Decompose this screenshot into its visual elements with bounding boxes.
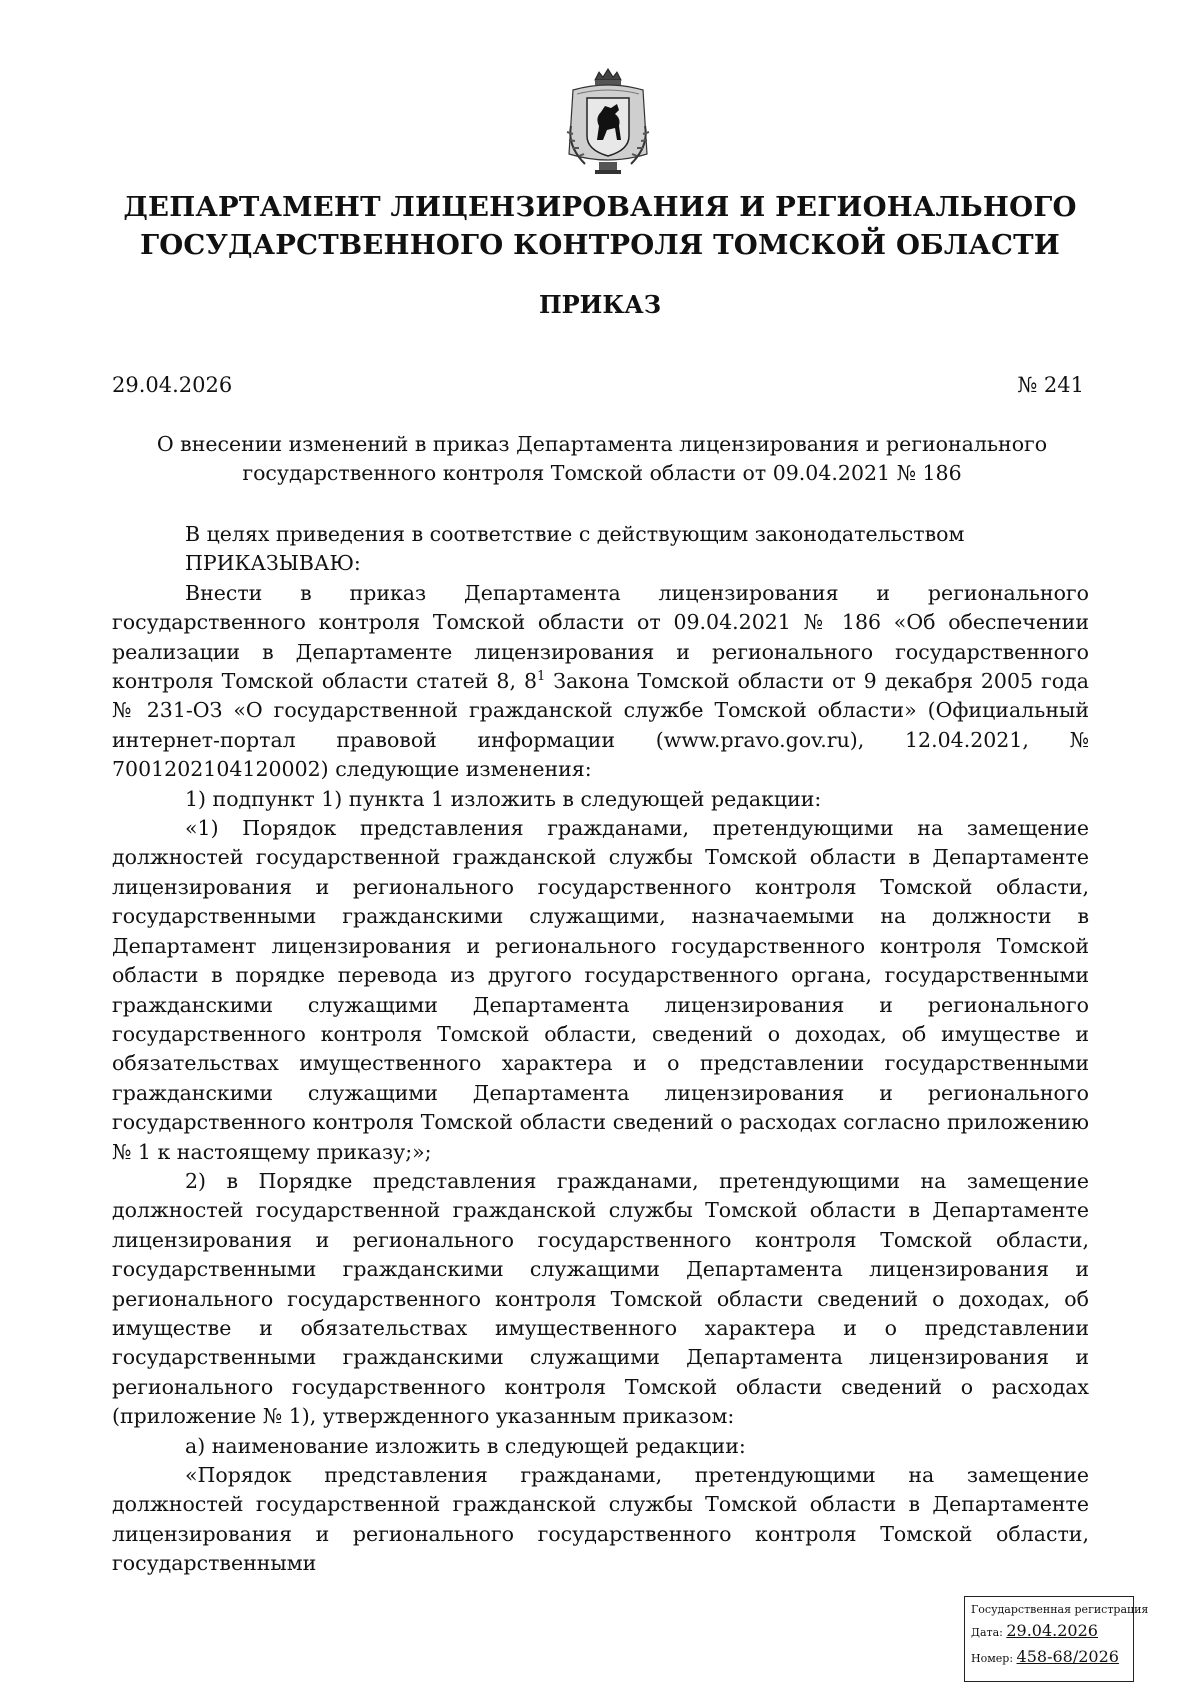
stamp-date-row: [971, 1619, 1127, 1645]
amend-superscript: 1: [537, 669, 546, 685]
body-paragraph-amend: [112, 579, 1089, 785]
document-number: № 241: [1017, 373, 1084, 397]
stamp-date-value: 29.04.2026: [1006, 1621, 1098, 1640]
document-subject: [140, 430, 1064, 488]
body-paragraph-purpose: В целях приведения в соответствие с действующим законодательством: [185, 522, 965, 546]
document-body: [112, 520, 1089, 1579]
body-paragraph-item1-text: «1) Порядок представления гражданами, претендующими на замещение должностей государственной гражданской службы Томской области в Департаменте лицензирования и регионального государственного контроля Томской области, государственными гражданскими служащими, назначаемыми на должности в Департамент лицензирования и регионального государственного контроля Томской области в порядке перевода из другого государственного органа, государственными гражданскими служащими Департамента лицензирования и регионального государственного контроля Томской области, сведений о доходах, об имуществе и обязательствах имущественного характера и о представлении государственными гражданскими служащими Департамента лицензирования и регионального государственного контроля Томской области сведений о расходах согласно приложению № 1 к настоящему приказу;»;: [112, 816, 1089, 1164]
body-paragraph-item1: 1) подпункт 1) пункта 1 изложить в следующей редакции:: [185, 786, 822, 811]
registration-stamp: [964, 1596, 1149, 1682]
body-paragraph-order-word: ПРИКАЗЫВАЮ:: [185, 551, 361, 576]
department-title: [100, 188, 1100, 264]
department-title-line2: ГОСУДАРСТВЕННОГО КОНТРОЛЯ ТОМСКОЙ ОБЛАСТИ: [140, 229, 1060, 261]
document-type: ПРИКАЗ: [538, 290, 662, 319]
stamp-number-label: Номер:: [971, 1652, 1014, 1665]
stamp-number-value: 458-68/2026: [1016, 1647, 1119, 1666]
stamp-title: Государственная регистрация: [971, 1603, 1149, 1616]
subject-line2: государственного контроля Томской области от 09.04.2021 № 186: [242, 461, 962, 485]
body-paragraph-item2: 2) в Порядке представления гражданами, претендующими на замещение должностей государственной гражданской службы Томской области в Департаменте лицензирования и регионального государственного контроля Томской области, государственными гражданскими служащими Департамента лицензирования и регионального государственного контроля Томской области сведений о доходах, об имуществе и обязательствах имущественного характера и о представлении государственными гражданскими служащими Департамента лицензирования и регионального государственного контроля Томской области сведений о расходах (приложение № 1), утвержденного указанным приказом:: [112, 1168, 1089, 1429]
stamp-number-row: [971, 1645, 1127, 1671]
document-date: 29.04.2026: [112, 373, 233, 397]
amend-text-part1: Внести в приказ Департамента лицензирования и регионального государственного контроля Томской области от 09.04.2021 № 186 «Об обеспечении реализации в Департаменте лицензирования и регионального государственного контроля Томской области статей 8, 8: [112, 580, 1089, 694]
stamp-date-label: Дата:: [971, 1626, 1003, 1639]
body-paragraph-item2a-text: «Порядок представления гражданами, претендующими на замещение должностей государственной гражданской службы Томской области в Департаменте лицензирования и регионального государственного контроля Томской области, государственными: [112, 1463, 1089, 1576]
body-paragraph-item2a: а) наименование изложить в следующей редакции:: [185, 1433, 746, 1458]
coat-of-arms-icon: [555, 66, 661, 178]
subject-line1: О внесении изменений в приказ Департамента лицензирования и регионального: [156, 432, 1048, 456]
amend-text-part2: Закона Томской области от 9 декабря 2005 года № 231-ОЗ «О государственной гражданской службе Томской области» (Официальный интернет-портал правовой информации (www.pravo.gov.ru), 12.04.2021, № 7001202104120002) следующие изменения:: [112, 669, 1089, 782]
department-title-line1: ДЕПАРТАМЕНТ ЛИЦЕНЗИРОВАНИЯ И РЕГИОНАЛЬНОГО: [123, 191, 1077, 223]
